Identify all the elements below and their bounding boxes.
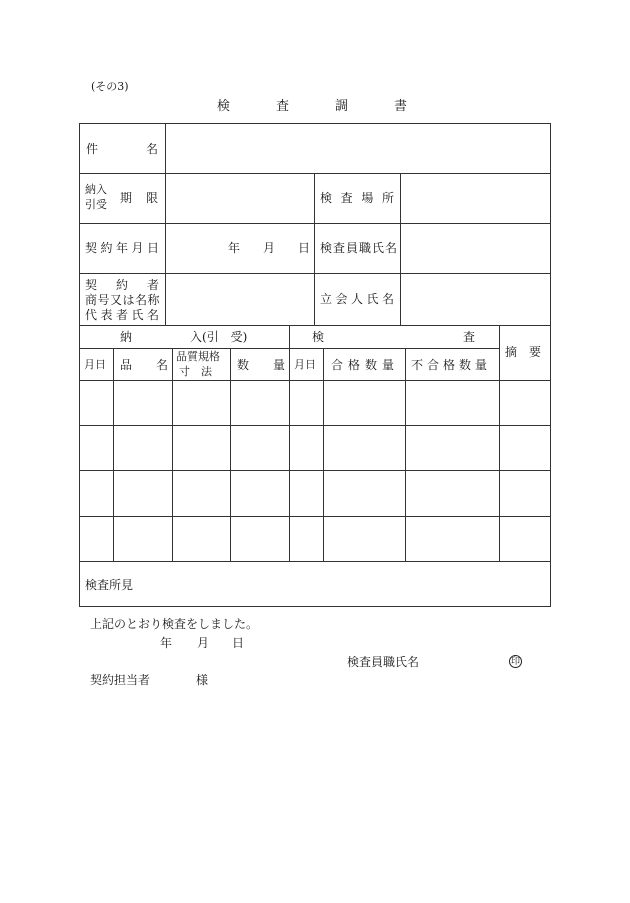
inspection-place-label: 検 査 場 所 [320, 191, 394, 205]
contract-manager-label: 契約担当者 [90, 673, 151, 687]
delivery-label-bottom: 引受 [85, 198, 107, 211]
col-header-date: 月日 [84, 358, 106, 371]
footer-year: 年 [160, 636, 173, 650]
item-name-char-1: 件 [86, 142, 99, 156]
col-header-quantity-left: 数 [237, 358, 250, 372]
col-divider [405, 348, 406, 561]
footer-statement: 上記のとおり検査をしました。 [90, 617, 259, 631]
table-header-divider [79, 380, 551, 381]
title-char-4: 書 [393, 99, 407, 114]
row-divider [79, 273, 551, 274]
date-month-label: 月 [263, 241, 276, 255]
delivery-label-top: 納入 [85, 183, 107, 196]
contractor-label-line3: 代 表 者 氏 名 [85, 308, 159, 322]
col-header-product-left: 品 [120, 358, 133, 372]
col-header-pass-quantity: 合格数量 [331, 358, 400, 372]
delivery-group-left: 納 [120, 330, 133, 344]
contractor-label-line2: 商号又は名称 [85, 293, 161, 307]
col-divider [172, 348, 173, 561]
title-char-3: 調 [334, 99, 348, 114]
form-number: (その3) [91, 80, 129, 93]
remarks-divider [499, 325, 500, 561]
date-day-label: 日 [298, 241, 311, 255]
col-header-fail-quantity: 不合格数量 [411, 358, 492, 372]
seal-icon: 印 [510, 657, 520, 667]
row-divider [79, 173, 551, 174]
cell-divider [400, 223, 401, 325]
deadline-label [120, 192, 158, 204]
contractor-label-line1: 契 約 者 [85, 278, 159, 292]
cell-divider [314, 173, 315, 223]
row-divider [79, 223, 551, 224]
table-row-divider [79, 516, 551, 517]
label-column-divider [165, 123, 166, 325]
inspection-group-left: 検 [312, 330, 325, 344]
row-divider [79, 325, 551, 326]
table-row-divider [79, 561, 551, 562]
table-row-divider [79, 425, 551, 426]
deadline-char-1: 期 [120, 191, 133, 205]
col-header-product-right: 名 [156, 358, 169, 372]
item-name-label [86, 143, 158, 155]
item-name-char-2: 名 [145, 142, 158, 156]
findings-label: 検査所見 [85, 578, 134, 592]
group-divider [289, 325, 290, 561]
footer-month: 月 [197, 636, 210, 650]
col-header-quantity-right: 量 [273, 358, 286, 372]
document-title [217, 100, 407, 113]
remarks-header: 摘 要 [505, 345, 542, 359]
col-divider [230, 348, 231, 561]
inspection-group-right: 査 [463, 330, 476, 344]
delivery-group-right: 入(引 受) [190, 330, 248, 344]
col-header-quality-line1: 品質規格 [176, 350, 220, 363]
footer-day: 日 [232, 636, 245, 650]
witness-label: 立 会 人 氏 名 [320, 292, 394, 306]
cell-divider [400, 173, 401, 223]
date-year-label: 年 [228, 241, 241, 255]
footer-inspector-label: 検査員職氏名 [347, 655, 420, 669]
col-header-inspection-date: 月日 [294, 358, 316, 371]
honorific: 様 [196, 673, 209, 687]
title-char-2: 査 [275, 99, 289, 114]
col-header-quality-line2: 寸 法 [179, 365, 212, 378]
contract-date-label: 契 約 年 月 日 [85, 241, 159, 255]
table-row-divider [79, 470, 551, 471]
inspector-title-name-label: 検査員職氏名 [320, 241, 399, 255]
col-divider [113, 348, 114, 561]
deadline-char-2: 限 [145, 191, 158, 205]
col-divider [323, 348, 324, 561]
title-char-1: 検 [217, 99, 231, 114]
cell-divider [314, 223, 315, 325]
